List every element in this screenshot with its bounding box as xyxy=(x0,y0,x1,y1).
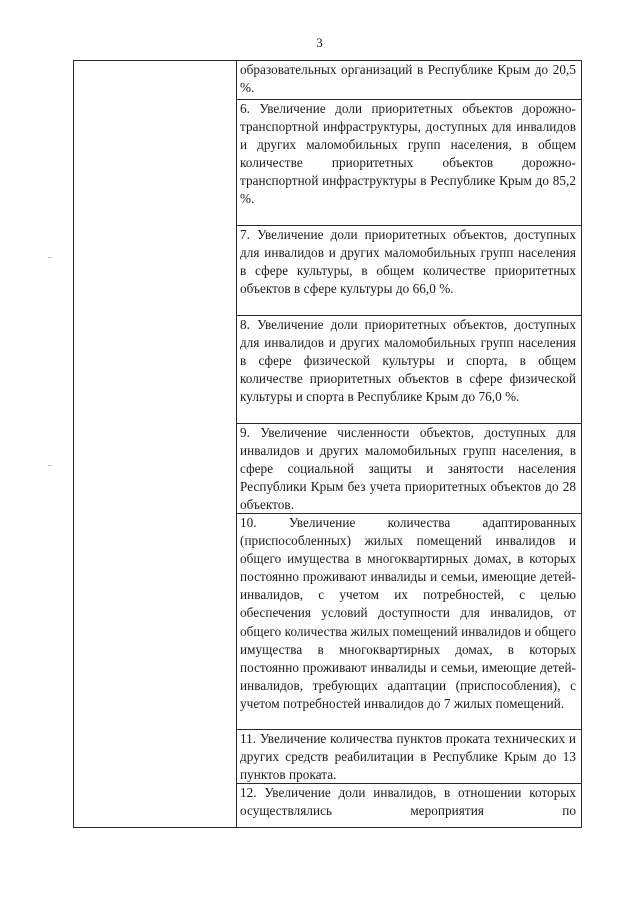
indicator-item-9: 9. Увеличение численности объектов, доступных для инвалидов и других маломобильных групп населения, в сфере социальной защиты и занятости населения Республики Крым без учета приоритетных объектов до 28 объектов. xyxy=(240,425,576,513)
indicator-item-6: 6. Увеличение доли приоритетных объектов дорожно-транспортной инфраструктуры, доступных для инвалидов и других маломобильных групп населения, в общем количестве приоритетных объектов дорожно-транспортной инфраструктуры в Республике Крым до 85,2 %. xyxy=(240,101,576,207)
margin-mark xyxy=(48,257,51,258)
indicator-item-7: 7. Увеличение доли приоритетных объектов, доступных для инвалидов и других маломобильных групп населения в сфере культуры, в общем количестве приоритетных объектов в сфере культуры до 66,0 %. xyxy=(240,227,576,297)
indicators-column-cell xyxy=(237,61,581,827)
page-number: 3 xyxy=(316,35,323,50)
program-indicators-table xyxy=(73,60,582,828)
margin-mark xyxy=(48,465,51,466)
indicator-item-8: 8. Увеличение доли приоритетных объектов, доступных для инвалидов и других маломобильных групп населения в сфере физической культуры и спорта, в общем количестве приоритетных объектов в сфере физической культуры и спорта в Республике Крым до 76,0 %. xyxy=(240,317,576,405)
indicator-item-12: 12. Увеличение доли инвалидов, в отношении которых осуществлялись мероприятия по xyxy=(240,785,576,819)
indicator-item-5-end: образовательных организаций в Республике Крым до 20,5 %. xyxy=(240,62,576,96)
indicator-item-10: 10. Увеличение количества адаптированных (приспособленных) жилых помещений инвалидов и общего имущества в многоквартирных домах, в которых постоянно проживают инвалиды и семьи, имеющие детей-инвалидов, с учетом их потребностей, с целью обеспечения условий доступности для инвалидов, от общего количества жилых помещений инвалидов и общего имущества в многоквартирных домах, в которых постоянно проживают инвалиды и семьи, имеющие детей-инвалидов, требующих адаптации (приспособления), с учетом потребностей инвалидов до 7 жилых помещений. xyxy=(240,515,576,711)
indicator-item-11: 11. Увеличение количества пунктов проката технических и других средств реабилитации в Республике Крым до 13 пунктов проката. xyxy=(240,731,576,783)
left-column-cell xyxy=(74,61,237,827)
